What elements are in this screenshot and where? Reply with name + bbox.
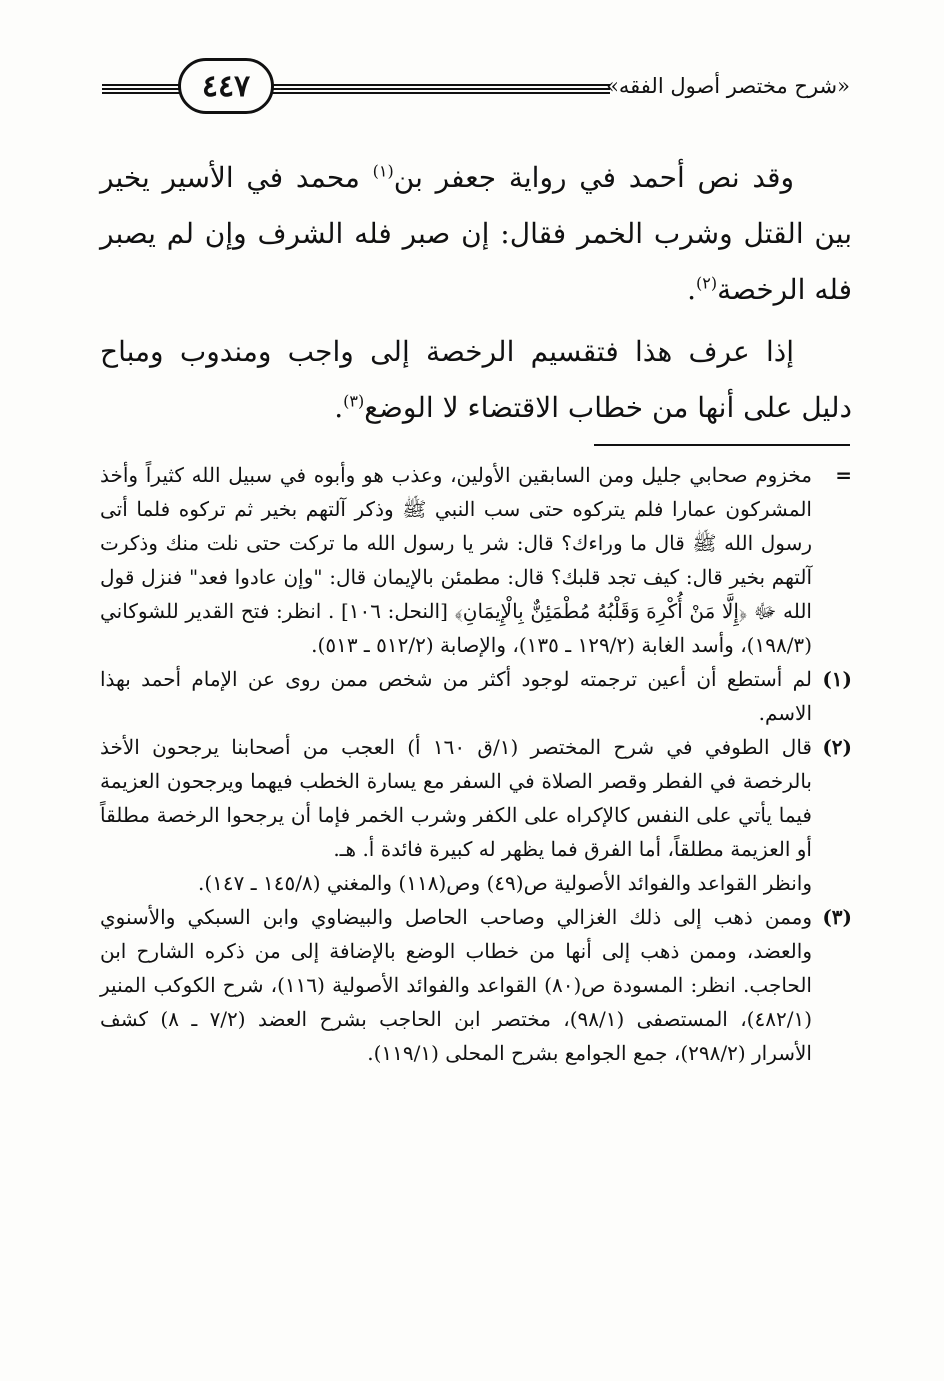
footnote-continued-text: مخزوم صحابي جليل ومن السابقين الأولين، وعذب هو وأبوه في سبيل الله كثيراً وأخذ المشركون عمارا فلم يتركوه حتى سب النبي ﷺ وذكر آلتهم بخير ثم تركوه فلما أتى رسول الله ﷺ قال ما وراءك؟ قال: شر يا رسول الله ما تركت حتى نلت منك وذكرت آلتهم بخير قال: كيف تجد قلبك؟ قال: مطمئن بالإيمان قال: "وإن عادوا فعد" فنزل قول الله ﷻ ﴿إِلَّا مَنْ أُكْرِهَ وَقَلْبُهُ مُطْمَئِنٌّ بِالْإِيمَانِ﴾ [النحل: ١٠٦] . انظر: فتح القدير للشوكاني (١٩٨/٣)، وأسد الغابة (١٢٩/٢ ـ ١٣٥)، والإصابة (٥١٢/٢ ـ ٥١٣). [100, 463, 812, 657]
paragraph-2-text: إذا عرف هذا فتقسيم الرخصة إلى واجب ومندوب ومباح دليل على أنها من خطاب الاقتضاء لا الوضع [100, 335, 852, 424]
paragraph-1 [100, 150, 852, 318]
footnote-continued [100, 458, 852, 662]
footnote-2-extra: وانظر القواعد والفوائد الأصولية ص(٤٩) وص(١١٨) والمغني (١٤٥/٨ ـ ١٤٧). [197, 871, 812, 895]
footnote-separator [594, 444, 850, 446]
footnote-3 [100, 900, 852, 1070]
paragraph-1-end: . [687, 273, 696, 306]
footnote-ref-3[interactable]: (٣) [343, 391, 365, 411]
footnote-2 [100, 730, 852, 866]
running-title: «شرح مختصر أصول الفقه» [606, 74, 850, 98]
page-number: ٤٤٧ [178, 58, 274, 114]
paragraph-2 [100, 324, 852, 436]
footnote-2-text: قال الطوفي في شرح المختصر (١/ق ١٦٠ أ) العجب من أصحابنا يرجحون الأخذ بالرخصة في الفطر وقصر الصلاة في السفر مع يسارة الخطب فيهما ويرجحون العزيمة فيما يأتي على النفس كالإكراه على الكفر وشرب الخمر فإما أن يرجحوا الرخصة مطلقاً أو العزيمة مطلقاً، أما الفرق فما يظهر له كبيرة فائدة أ. هـ. [100, 735, 812, 861]
footnote-1-text: لم أستطع أن أعين ترجمته لوجود أكثر من شخص ممن روى عن الإمام أحمد بهذا الاسم. [100, 667, 812, 725]
continuation-mark: = [835, 463, 852, 487]
footnote-3-text: وممن ذهب إلى ذلك الغزالي وصاحب الحاصل والبيضاوي وابن السبكي والأسنوي والعضد، وممن ذهب إلى أنها من خطاب الوضع بالإضافة إلى من ذكره الشارح ابن الحاجب. انظر: المسودة ص(٨٠) القواعد والفوائد الأصولية (١١٦)، شرح الكوكب المنير (٤٨٢/١)، المستصفى (٩٨/١)، مختصر ابن الحاجب بشرح العضد (٧/٢ ـ ٨) كشف الأسرار (٢٩٨/٢)، جمع الجوامع بشرح المحلى (١١٩/١). [100, 905, 813, 1065]
main-text [100, 150, 852, 436]
footnote-ref-1[interactable]: (١) [372, 161, 394, 181]
footnote-1-mark: (١) [822, 667, 852, 691]
footnote-2-mark: (٢) [822, 735, 852, 759]
header-rule-left [102, 84, 180, 94]
paragraph-1-start: وقد نص أحمد في رواية جعفر بن [393, 161, 794, 194]
footnote-3-mark: (٣) [822, 905, 852, 929]
paragraph-1-rest: محمد في الأسير يخير بين القتل وشرب الخمر فقال: إن صبر فله الشرف وإن لم يصبر فله الرخصة [100, 161, 852, 306]
paragraph-2-end: . [334, 391, 344, 424]
footnote-ref-2[interactable]: (٢) [695, 273, 718, 293]
page-header [100, 58, 852, 128]
header-rule-right [272, 84, 610, 94]
footnotes [100, 458, 852, 1070]
footnote-1 [100, 662, 852, 730]
